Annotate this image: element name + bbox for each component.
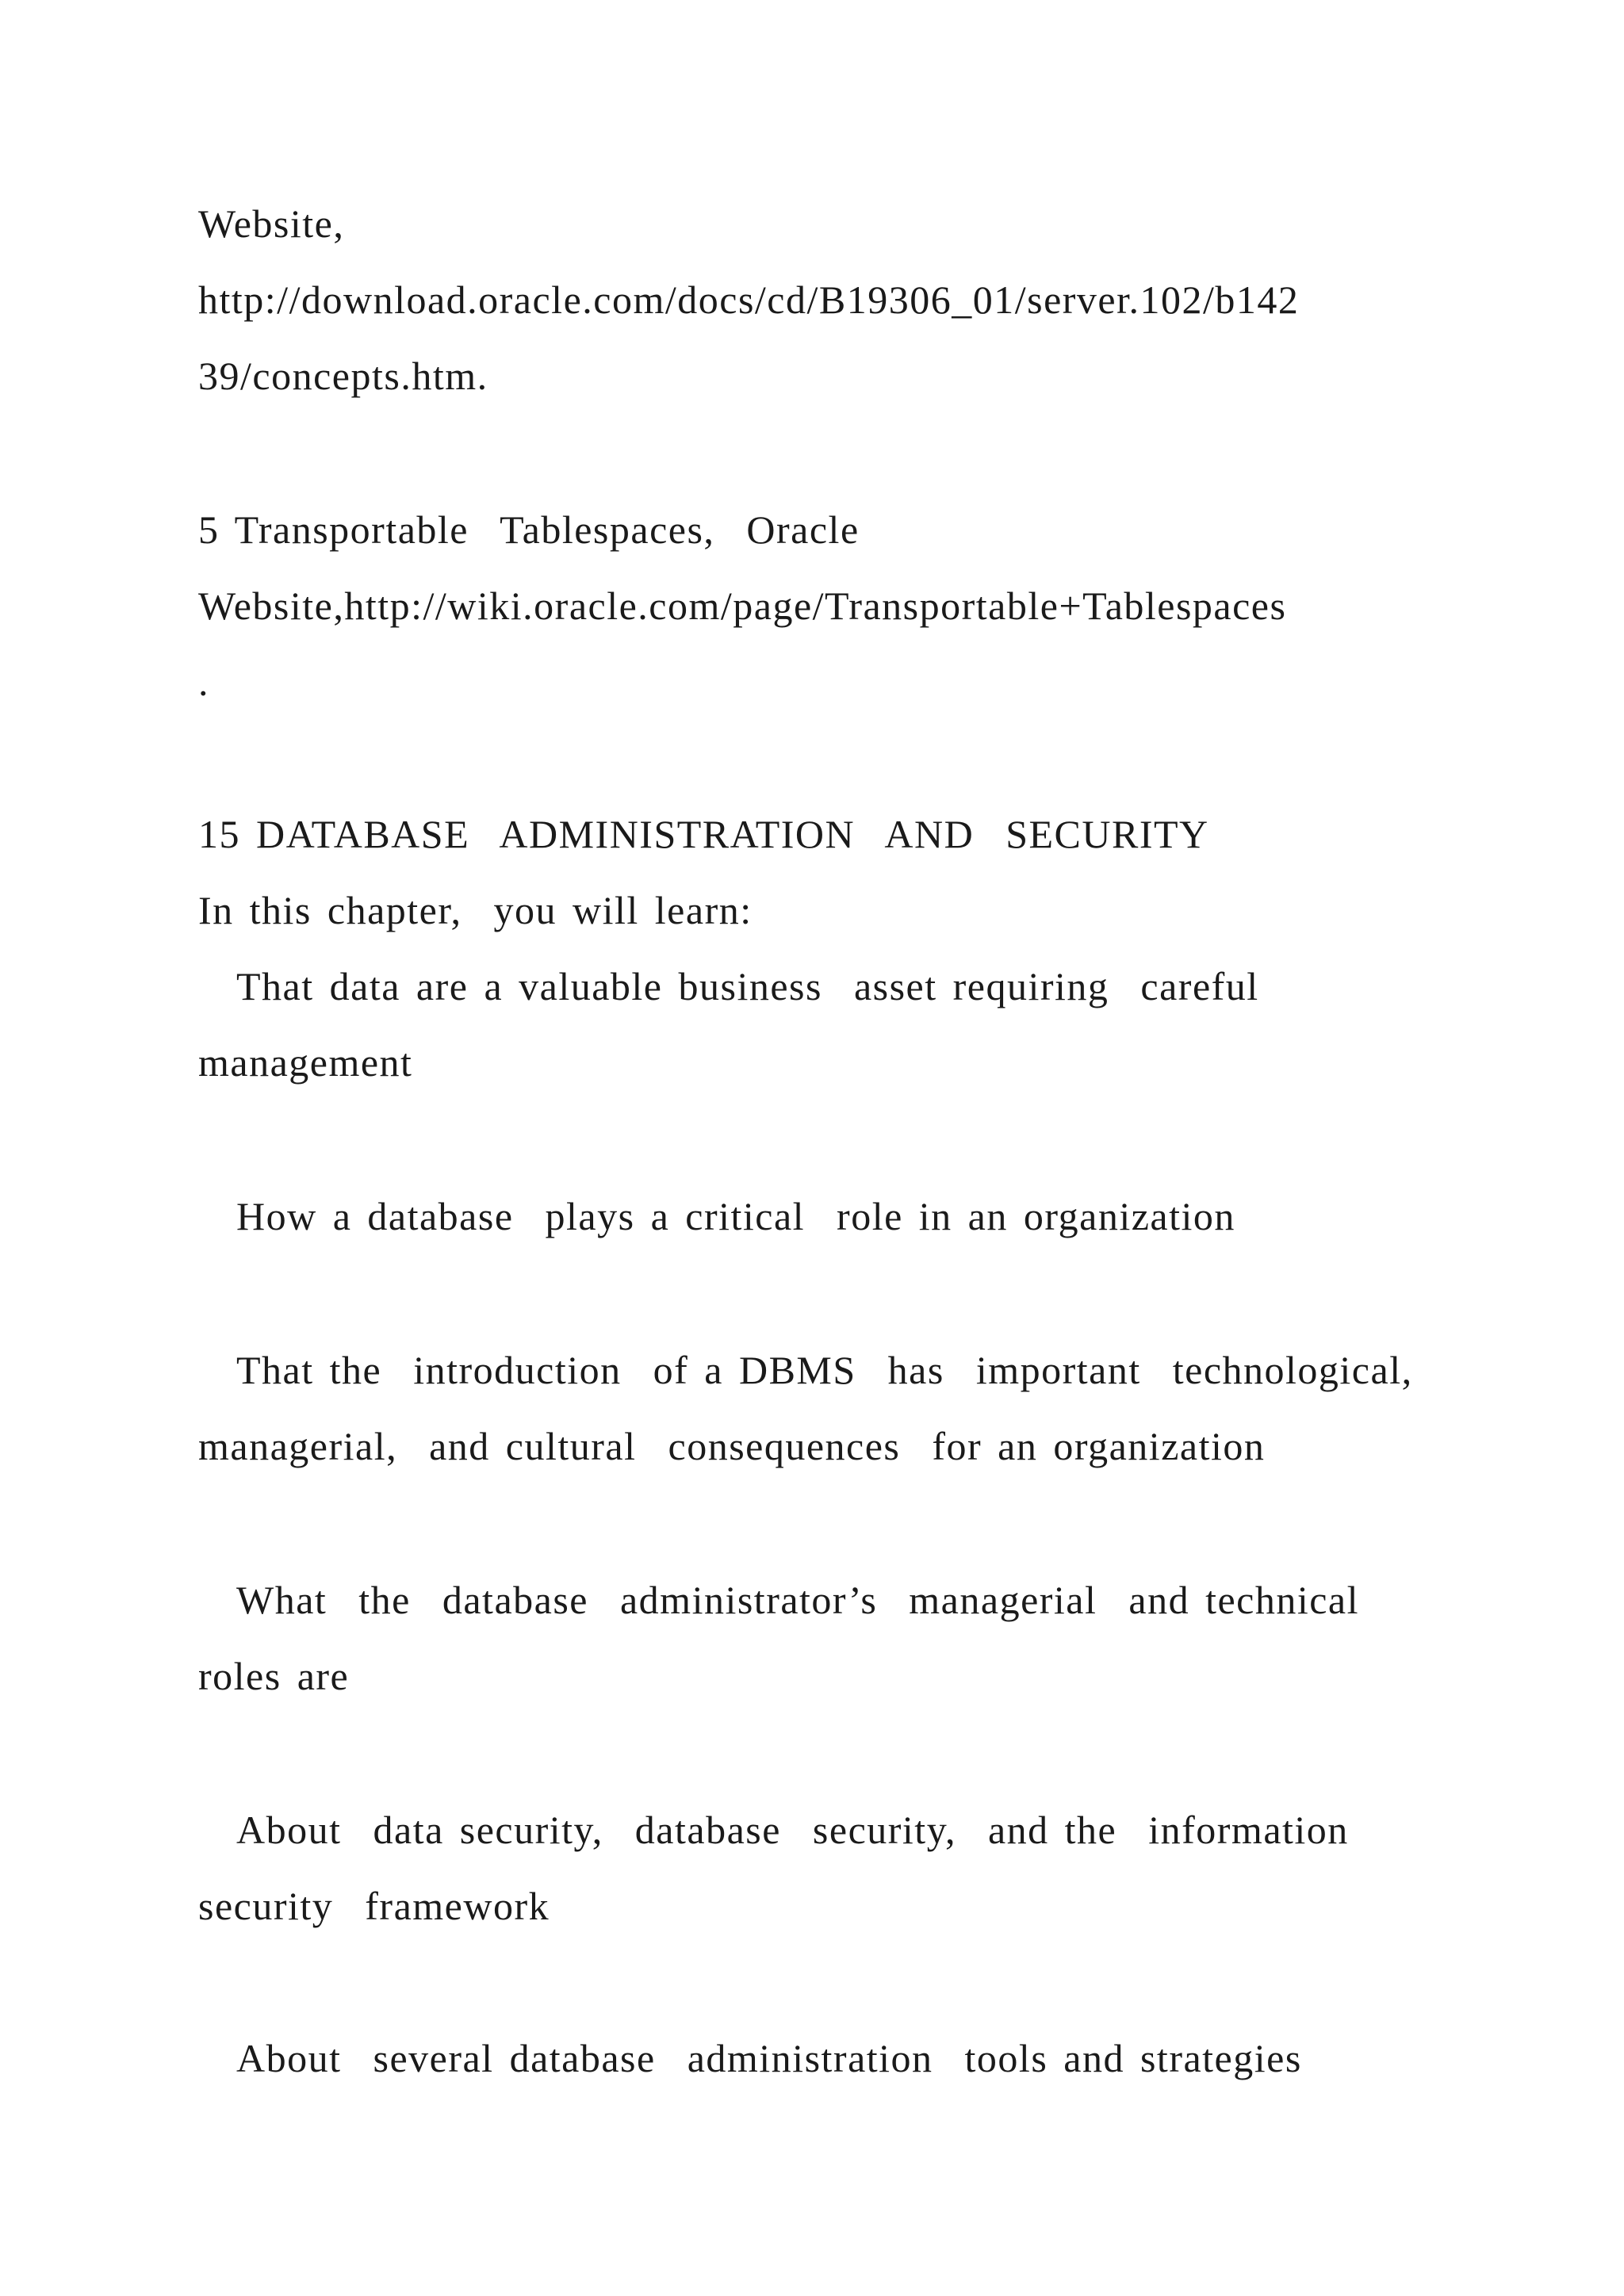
reference-url-line: Website,http://wiki.oracle.com/page/Transportable+Tablespaces xyxy=(198,584,1287,628)
chapter-intro: In this chapter, you will learn: xyxy=(198,888,753,932)
reference-url-line: . xyxy=(198,660,209,704)
objective-line: How a database plays a critical role in an organization xyxy=(236,1194,1235,1238)
objective-line: What the database administrator’s managerial and technical xyxy=(236,1578,1360,1622)
objective-line: security framework xyxy=(198,1884,550,1928)
reference-url-line: 39/concepts.htm. xyxy=(198,354,488,398)
objective-line: That the introduction of a DBMS has important technological, xyxy=(236,1348,1413,1392)
reference-line: Website, xyxy=(198,201,345,246)
reference-url-line: http://download.oracle.com/docs/cd/B19306_01/server.102/b142 xyxy=(198,277,1300,322)
objective-line: That data are a valuable business asset requiring careful xyxy=(236,964,1259,1008)
objective-line: management xyxy=(198,1040,413,1085)
objective-line: About several database administration tools and strategies xyxy=(236,2036,1302,2080)
chapter-heading: 15 DATABASE ADMINISTRATION AND SECURITY xyxy=(198,812,1209,856)
objective-line: managerial, and cultural consequences for an organization xyxy=(198,1424,1266,1468)
objective-line: roles are xyxy=(198,1654,350,1698)
objective-line: About data security, database security, and the information xyxy=(236,1808,1349,1852)
reference-line: 5 Transportable Tablespaces, Oracle xyxy=(198,507,860,552)
